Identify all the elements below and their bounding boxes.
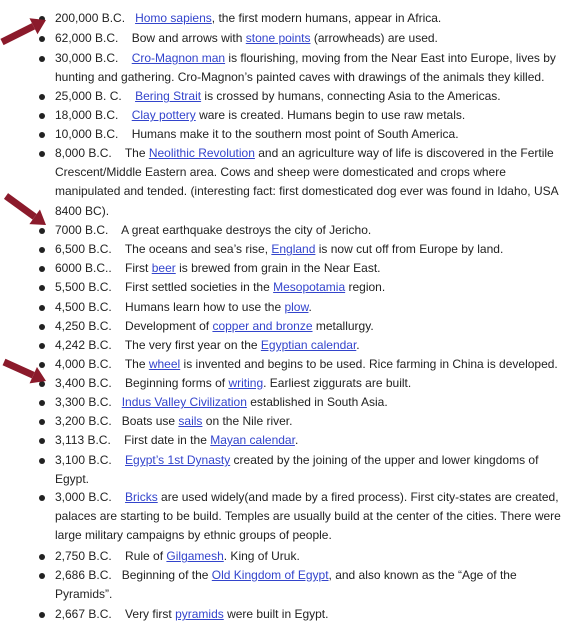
bullet-icon xyxy=(39,305,45,311)
bullet-icon xyxy=(39,573,45,579)
entry-date: 62,000 B.C. xyxy=(55,31,119,45)
bullet-icon xyxy=(39,228,45,234)
entry-link[interactable]: Homo sapiens xyxy=(135,11,212,25)
entry-date: 8,000 B.C. xyxy=(55,146,112,160)
entry-link[interactable]: Egyptian calendar xyxy=(260,338,357,352)
entry-gap xyxy=(118,108,131,122)
entry-text: The oceans and sea’s rise, xyxy=(124,242,272,256)
entry-date: 2,750 B.C. xyxy=(55,549,112,563)
entry-gap xyxy=(112,242,125,256)
entry-text: Beginning of the xyxy=(121,568,212,582)
bullet-icon xyxy=(39,94,45,100)
entry-date: 4,242 B.C. xyxy=(55,338,112,352)
entry-text: region. xyxy=(345,280,386,294)
entry-text: are used widely(and made by a fired process). First city-states are created, palaces are starting to be build. Temples are usually build at the center of the cities. There were large military campaigns by ethnic groups of people. xyxy=(55,490,561,543)
entry-gap xyxy=(112,414,122,428)
entry-date: 4,250 B.C. xyxy=(55,319,112,333)
entry-date: 5,500 B.C. xyxy=(55,280,112,294)
entry-gap xyxy=(112,395,122,409)
entry-text: Beginning forms of xyxy=(125,376,229,390)
entry-link[interactable]: wheel xyxy=(148,357,181,371)
entry-gap xyxy=(112,280,125,294)
entry-text: Humans learn how to use the xyxy=(125,300,285,314)
entry-link[interactable]: Old Kingdom of Egypt xyxy=(211,568,329,582)
entry-gap xyxy=(112,453,125,467)
entry-link[interactable]: Mesopotamia xyxy=(273,280,346,294)
entry-link[interactable]: beer xyxy=(151,261,176,275)
bullet-icon xyxy=(39,266,45,272)
bullet-icon xyxy=(39,495,45,501)
timeline-entry xyxy=(0,605,576,624)
entry-link[interactable]: Clay pottery xyxy=(131,108,196,122)
entry-text: created by the joining of the upper and lower kingdoms of Egypt. xyxy=(55,453,539,487)
timeline-entry xyxy=(0,336,576,355)
entry-gap xyxy=(112,338,125,352)
bullet-icon xyxy=(39,132,45,138)
entry-text: Development of xyxy=(125,319,213,333)
entry-text: Boats use xyxy=(121,414,179,428)
timeline-entry xyxy=(0,29,576,48)
entry-date: 30,000 B.C. xyxy=(55,51,119,65)
entry-text: and an agriculture way of life is discovered in the Fertile Crescent/Middle Eastern area. Cows and sheep were domesticated and crops where manipulated and tended. (interesting fact: first domesticated dog ever was found in Idaho, USA 8400 BC). xyxy=(55,146,558,218)
entry-date: 200,000 B.C. xyxy=(55,11,126,25)
entry-gap xyxy=(112,319,125,333)
entry-text: First date in the xyxy=(124,433,211,447)
bullet-icon xyxy=(39,113,45,119)
bullet-icon xyxy=(39,343,45,349)
entry-gap xyxy=(125,11,135,25)
entry-text: (arrowheads) are used. xyxy=(310,31,438,45)
entry-date: 6,500 B.C. xyxy=(55,242,112,256)
entry-gap xyxy=(111,433,124,447)
entry-date: 2,667 B.C. xyxy=(55,607,112,621)
timeline-entry xyxy=(0,259,576,278)
timeline-entry xyxy=(0,87,576,106)
entry-link[interactable]: Egypt’s 1st Dynasty xyxy=(125,453,231,467)
entry-gap xyxy=(112,568,122,582)
entry-link[interactable]: Bering Strait xyxy=(135,89,202,103)
entry-text: metallurgy. xyxy=(312,319,374,333)
entry-text: Rule of xyxy=(125,549,167,563)
timeline-entry xyxy=(0,298,576,317)
entry-text: First settled societies in the xyxy=(125,280,274,294)
entry-gap xyxy=(118,51,131,65)
entry-link[interactable]: Mayan calendar xyxy=(210,433,295,447)
bullet-icon xyxy=(39,151,45,157)
entry-date: 3,113 B.C. xyxy=(55,433,111,447)
bullet-icon xyxy=(39,56,45,62)
timeline-entry xyxy=(0,374,576,393)
entry-gap xyxy=(118,31,131,45)
entry-text: on the Nile river. xyxy=(202,414,293,428)
entry-gap xyxy=(112,300,125,314)
timeline-entry xyxy=(0,451,576,489)
entry-text: . King of Uruk. xyxy=(223,549,300,563)
entry-text: is invented and begins to be used. Rice farming in China is developed. xyxy=(180,357,558,371)
entry-gap xyxy=(112,607,125,621)
timeline-entry xyxy=(0,49,576,87)
entry-text: The xyxy=(124,357,149,371)
timeline-entry xyxy=(0,566,576,604)
entry-text: were built in Egypt. xyxy=(223,607,329,621)
entry-link[interactable]: sails xyxy=(178,414,203,428)
entry-gap xyxy=(112,490,125,504)
timeline-entry xyxy=(0,278,576,297)
entry-text: is crossed by humans, connecting Asia to the Americas. xyxy=(201,89,501,103)
entry-link[interactable]: England xyxy=(271,242,316,256)
entry-link[interactable]: Bricks xyxy=(125,490,158,504)
timeline-entry xyxy=(0,144,576,221)
timeline-entry xyxy=(0,431,576,450)
timeline-entry xyxy=(0,547,576,566)
entry-date: 4,000 B.C. xyxy=(55,357,112,371)
timeline-entry xyxy=(0,488,576,546)
entry-date: 6000 B.C.. xyxy=(55,261,112,275)
bullet-icon xyxy=(39,458,45,464)
entry-date: 3,000 B.C. xyxy=(55,490,112,504)
entry-text: ware is created. Humans begin to use raw metals. xyxy=(195,108,466,122)
timeline-entry xyxy=(0,355,576,374)
bullet-icon xyxy=(39,247,45,253)
entry-date: 3,400 B.C. xyxy=(55,376,112,390)
entry-text: established in South Asia. xyxy=(246,395,388,409)
entry-text: Humans make it to the southern most point of South America. xyxy=(131,127,459,141)
entry-link[interactable]: Cro-Magnon man xyxy=(131,51,226,65)
entry-link[interactable]: Gilgamesh xyxy=(166,549,224,563)
bullet-icon xyxy=(39,419,45,425)
entry-text: is now cut off from Europe by land. xyxy=(315,242,504,256)
entry-gap xyxy=(112,549,125,563)
timeline-entry xyxy=(0,412,576,431)
entry-text: . xyxy=(356,338,360,352)
entry-text: , and also known as the “Age of the Pyramids”. xyxy=(55,568,517,602)
bullet-icon xyxy=(39,362,45,368)
timeline-entry xyxy=(0,317,576,336)
entry-link[interactable]: plow xyxy=(284,300,309,314)
entry-text: First xyxy=(125,261,152,275)
entry-date: 10,000 B.C. xyxy=(55,127,119,141)
entry-link[interactable]: Neolithic Revolution xyxy=(148,146,255,160)
timeline-entry xyxy=(0,393,576,412)
entry-text: . xyxy=(308,300,312,314)
entry-text: is brewed from grain in the Near East. xyxy=(175,261,381,275)
entry-link[interactable]: Indus Valley Civilization xyxy=(121,395,247,409)
bullet-icon xyxy=(39,438,45,444)
bullet-icon xyxy=(39,554,45,560)
bullet-icon xyxy=(39,381,45,387)
timeline-entry xyxy=(0,240,576,259)
entry-text: A great earthquake destroys the city of Jericho. xyxy=(121,223,372,237)
entry-link[interactable]: pyramids xyxy=(175,607,224,621)
entry-link[interactable]: stone points xyxy=(245,31,311,45)
entry-link[interactable]: copper and bronze xyxy=(212,319,313,333)
bullet-icon xyxy=(39,285,45,291)
entry-text: is flourishing, moving from the Near East into Europe, lives by hunting and gathering. Cro-Magnon’s painted caves with drawings of the animals they killed. xyxy=(55,51,556,85)
entry-gap xyxy=(112,146,125,160)
entry-date: 3,300 B.C. xyxy=(55,395,112,409)
entry-date: 2,686 B.C. xyxy=(55,568,112,582)
entry-text: The xyxy=(124,146,149,160)
bullet-icon xyxy=(39,612,45,618)
bullet-icon xyxy=(39,36,45,42)
entry-text: . Earliest ziggurats are built. xyxy=(263,376,412,390)
entry-gap xyxy=(108,223,121,237)
timeline-entry xyxy=(0,221,576,240)
entry-date: 25,000 B. C. xyxy=(55,89,122,103)
entry-gap xyxy=(112,376,125,390)
timeline-entry xyxy=(0,106,576,125)
entry-text: , the first modern humans, appear in Africa. xyxy=(211,11,442,25)
bullet-icon xyxy=(39,16,45,22)
entry-text: . xyxy=(294,433,299,447)
entry-gap xyxy=(112,261,125,275)
entry-date: 18,000 B.C. xyxy=(55,108,119,122)
bullet-icon xyxy=(39,324,45,330)
entry-gap xyxy=(122,89,135,103)
entry-link[interactable]: writing xyxy=(228,376,264,390)
entry-gap xyxy=(118,127,131,141)
entry-gap xyxy=(112,357,125,371)
entry-text: Bow and arrows with xyxy=(131,31,246,45)
entry-date: 4,500 B.C. xyxy=(55,300,112,314)
timeline-entry xyxy=(0,9,576,28)
entry-text: The very first year on the xyxy=(124,338,261,352)
entry-date: 3,100 B.C. xyxy=(55,453,112,467)
bullet-icon xyxy=(39,400,45,406)
timeline-entry xyxy=(0,125,576,144)
entry-date: 3,200 B.C. xyxy=(55,414,112,428)
entry-date: 7000 B.C. xyxy=(55,223,109,237)
entry-text: Very first xyxy=(125,607,176,621)
